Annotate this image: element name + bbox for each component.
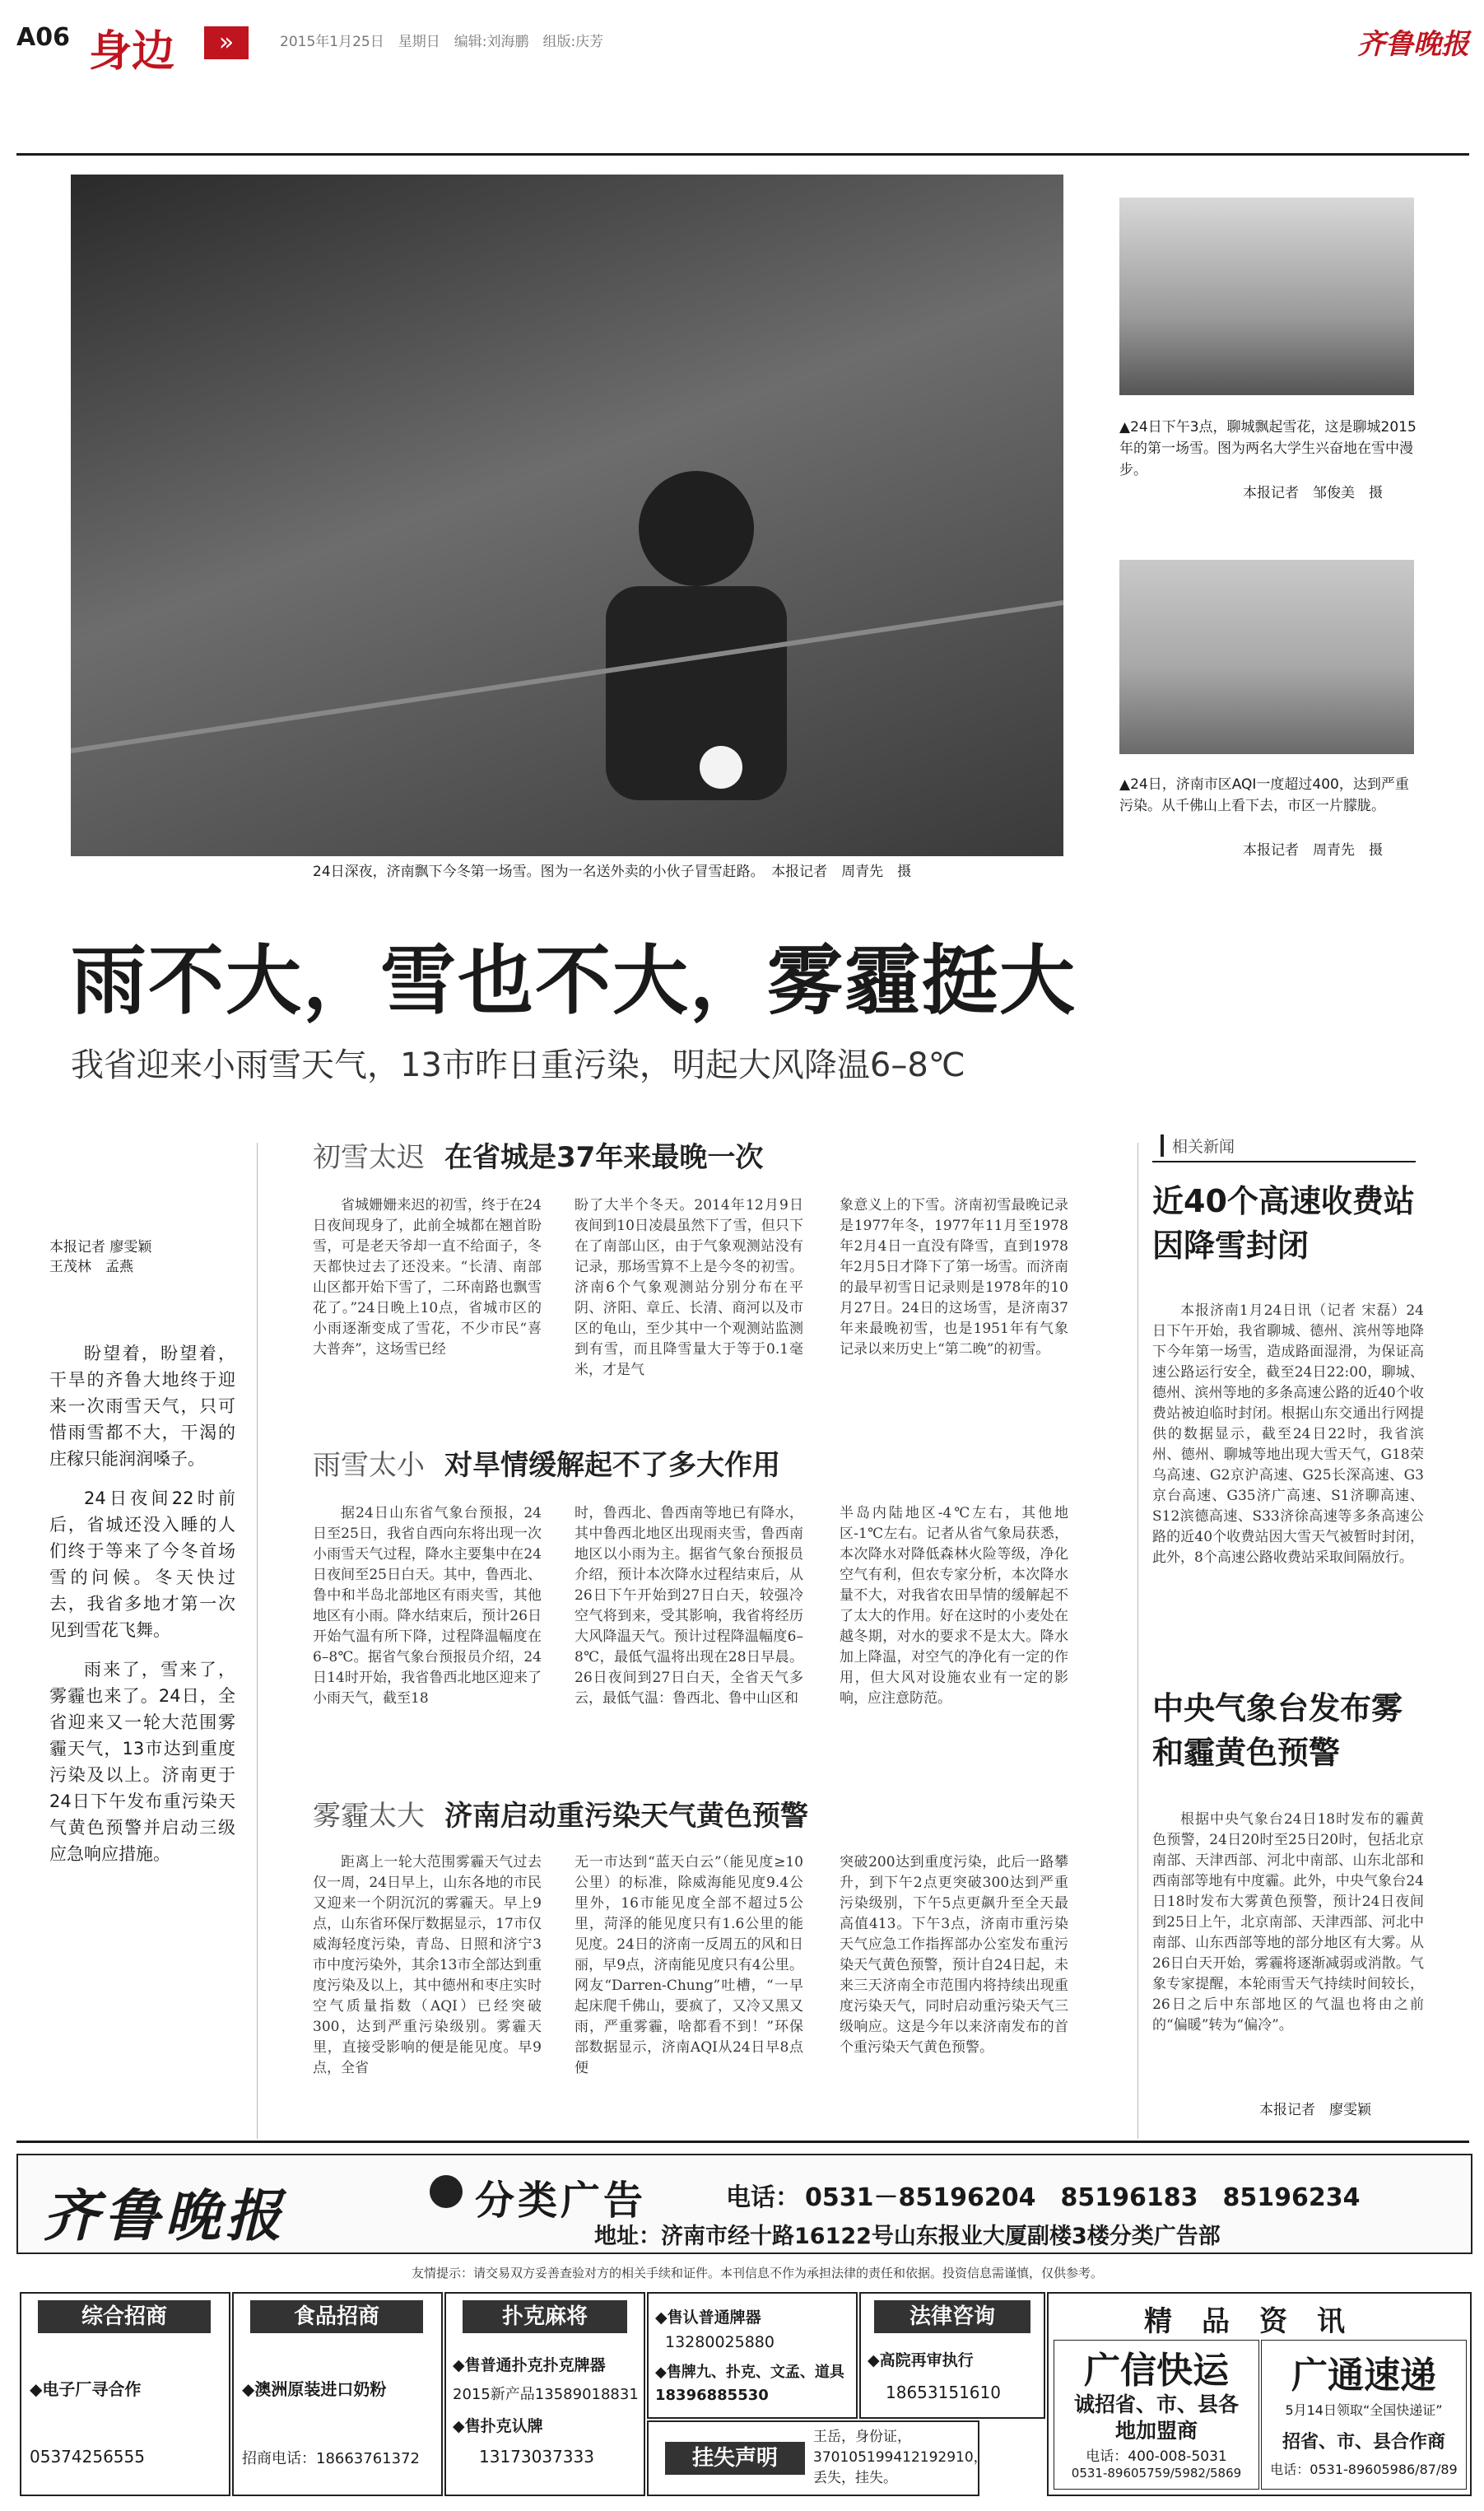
ad-cards-2-line1: ◆售认普通牌器 xyxy=(655,2308,761,2327)
section-2-col-3: 半岛内陆地区-4℃左右，其他地区-1℃左右。记者从省气象局获悉，本次降水对降低森林火险等级，净化空气有利，但农专家分析，本次降水量不大，对我省农田旱情的缓解起不了太大的作用。好在这时的小麦处在越冬期，对水的要求不是太大。降水加上降温，对空气的净化有一定的作用，但大风对设施农业有一定的影响，应注意防范。 xyxy=(840,1505,1068,1707)
side-photo-2-credit: 本报记者 周青先 摄 xyxy=(1243,842,1383,859)
ad2-title: 广通速递 xyxy=(1291,2355,1436,2397)
classified-sun-icon xyxy=(430,2175,463,2208)
page-header xyxy=(16,12,1469,86)
story-2-title: 中央气象台发布雾和霾黄色预警 xyxy=(1152,1690,1403,1771)
side-photo-2-caption: ▲24日，济南市区AQI一度超过400，达到严重污染。从千佛山上看下去，市区一片朦胧。 xyxy=(1119,776,1409,814)
story-1-body: 本报济南1月24日讯（记者 宋磊）24日下午开始，我省聊城、德州、滨州等地降下今年第一场雪，造成路面湿滑，为保证高速公路运行安全，截至24日22:00，聊城、德州、滨州等地的多条高速公路的近40个收费站被迫临时封闭。根据山东交通出行网提供的数据显示，截至24日22时，我省滨州、德州、聊城等地出现大雪天气，G18荣乌高速、G2京沪高速、G25长深高速、G3京台高速、G35济广高速、S1济聊高速、S12滨德高速、S33济徐高速等多条高速公路的近40个收费站因大雪天气被暂时封闭，此外，8个高速公路收费站采取间隔放行。 xyxy=(1152,1302,1424,1566)
classified-top-rule xyxy=(16,2141,1469,2143)
main-headline: 雨不大，雪也不大，雾霾挺大 xyxy=(71,936,1077,1025)
section-3-col-3: 突破200达到重度污染，此后一路攀升，到下午2点更突破300达到严重污染级别，下午5点更飙升至全天最高值413。下午3点，济南市重污染天气应急工作指挥部办公室发布重污染天气黄色预警，预计自24日起，未来三天济南全市范围内将持续出现重度污染天气，同时启动重污染天气三级响应。这是今年以来济南发布的首个重污染天气黄色预警。 xyxy=(840,1854,1068,2056)
ad-legal-line1: ◆高院再审执行 xyxy=(868,2351,974,2369)
story-2-body: 根据中央气象台24日18时发布的霾黄色预警，24日20时至25日20时，包括北京南部、天津西部、河北中南部、山东北部和西南部等地有中度霾。此外，中央气象台24日18时发布大雾黄色预警，预计24日夜间到25日上午，北京南部、天津西部、河北中南部、山东西部等地的部分地区有大雾。从26日白天开始，雾霾将逐渐减弱或消散。气象专家提醒，本轮雨雪天气持续时间较长，26日之后中东部地区的气温也将由之前的“偏暖”转为“偏冷”。 xyxy=(1152,1811,1424,2033)
related-label: 相关新闻 xyxy=(1161,1134,1235,1157)
classified-phone-label: 电话： xyxy=(726,2183,800,2212)
ad-food-line1: ◆澳洲原装进口奶粉 xyxy=(242,2379,387,2399)
section-2-col-2: 时，鲁西北、鲁西南等地已有降水，其中鲁西北地区出现雨夹雪，鲁西南地区以小雨为主。据省气象台预报员介绍，预计本次降水过程结束后，从26日下午开始到27日白天，较强冷空气将到来，受其影响，我省将经历大风降温天气。预计过程降温幅度6–8℃，最低气温将出现在28日早晨。26日夜间到27日白天，全省天气多云，最低气温：鲁西北、鲁中山区和 xyxy=(575,1505,803,1707)
section-2-col-1: 据24日山东省气象台预报，24日至25日，我省自西向东将出现一次小雨雪天气过程，降水主要集中在24日夜间至25日白天。其中，鲁西北、鲁中和半岛北部地区有雨夹雪，其他地区有小雨。降水结束后，预计26日开始气温有所下降，过程降温幅度在6–8℃。据省气象台预报员介绍，24日14时开始，我省鲁西北地区迎来了小雨天气，截至18 xyxy=(313,1505,542,1707)
related-rule xyxy=(1152,1161,1416,1162)
section-3-lead: 雾霾太大 xyxy=(313,1800,425,1833)
ad-general-line1: ◆电子厂寻合作 xyxy=(30,2379,142,2399)
ad-food xyxy=(232,2292,443,2496)
section-1-lead: 初雪太迟 xyxy=(313,1141,425,1174)
section-1-col-1: 省城姗姗来迟的初雪，终于在24日夜间现身了，此前全城都在翘首盼雪，可是老天爷却一直不给面子，冬天都快过去了还没来。“长清、南部山区都开始下雪了，二环南路也飘雪花了。”24日晚上10点，省城市区的小雨逐渐变成了雪花，不少市民“喜大普奔”，这场雪已经 xyxy=(313,1197,542,1358)
date-line: 2015年1月25日 星期日 编辑:刘海鹏 组版:庆芳 xyxy=(280,34,604,50)
paper-logo: 齐鲁晚报 xyxy=(1357,28,1469,61)
ad1-box xyxy=(1054,2340,1259,2490)
ad-cards-line1: ◆售普通扑克扑克牌器 xyxy=(453,2356,606,2374)
ad2-phone: 电话：0531-89605986/87/89 xyxy=(1270,2462,1458,2477)
section-3-col-1: 距离上一轮大范围雾霾天气过去仅一周，24日早上，山东各地的市民又迎来一个阴沉沉的雾霾天。早上9点，山东省环保厅数据显示，17市仅威海轻度污染，青岛、日照和济宁3市中度污染外，其余13市全部达到重度污染及以上，其中德州和枣庄实时空气质量指数（AQI）已经突破300，达到严重污染级别。雾霾天里，直接受影响的便是能见度。早9点，全省 xyxy=(313,1854,542,2076)
section-1-col-3: 象意义上的下雪。济南初雪最晚记录是1977年冬，1977年11月至1978年2月4日一直没有降雪，直到1978年2月5日才降下了第一场雪。而济南的最早初雪日记录则是1978年的10月27日。24日的这场雪，是济南37年来最晚初雪，也是1951年有气象记录以来历史上“第二晚”的初雪。 xyxy=(840,1197,1068,1358)
ad-cards-line3: ◆售扑克认牌 xyxy=(453,2417,543,2435)
header-rule xyxy=(16,153,1469,156)
main-photo xyxy=(71,175,1063,856)
classified-notice: 友情提示：请交易双方妥善查验对方的相关手续和证件。本刊信息不作为承担法律的责任和依据。投资信息需谨慎，仅供参考。 xyxy=(411,2266,1103,2280)
column-divider xyxy=(257,1143,258,2139)
ad-general xyxy=(20,2292,230,2496)
ad1-line1: 诚招省、市、县各 xyxy=(1073,2392,1239,2416)
ad-legal-phone: 18653151610 xyxy=(886,2383,1001,2402)
main-photo-caption: 24日深夜，济南飘下今冬第一场雪。图为一名送外卖的小伙子冒雪赶路。 本报记者 周青先 摄 xyxy=(313,864,912,880)
ad-cards-2-line2: 13280025880 xyxy=(665,2333,775,2351)
section-2-lead: 雨雪太小 xyxy=(313,1449,425,1482)
ad-legal xyxy=(859,2292,1045,2419)
page-number: A06 xyxy=(16,23,70,52)
section-2-title: 对旱情缓解起不了多大作用 xyxy=(444,1449,780,1482)
ad-cards-2 xyxy=(647,2292,858,2419)
classified-title: 分类广告 xyxy=(475,2178,647,2224)
ad-food-phone: 招商电话：18663761372 xyxy=(242,2450,420,2467)
premium-label: 精品资讯 xyxy=(1144,2305,1375,2338)
byline-1: 本报记者 廖雯颖 xyxy=(49,1239,152,1256)
lead-paragraph-1: 盼望着，盼望着，干旱的齐鲁大地终于迎来一次雨雪天气，只可惜雨雪都不大，干渴的庄稼只能润润嗓子。 xyxy=(49,1344,235,1469)
section-1-title: 在省城是37年来最晚一次 xyxy=(444,1141,764,1174)
ad1-title: 广信快运 xyxy=(1084,2350,1229,2392)
lead-paragraph-2: 24日夜间22时前后，省城还没入睡的人们终于等来了今冬首场雪的问候。冬天快过去，我省多地才第一次见到雪花飞舞。 xyxy=(49,1488,235,1640)
ad-general-phone: 05374256555 xyxy=(30,2447,145,2467)
section-1-heading xyxy=(313,1134,763,1175)
byline-2: 王茂林 孟燕 xyxy=(49,1259,133,1275)
ad2-line2: 招省、市、县合作商 xyxy=(1282,2432,1445,2453)
section-arrow-icon: » xyxy=(204,26,249,59)
ad1-phone2: 0531-89605759/5982/5869 xyxy=(1071,2466,1242,2481)
ad-general-label: 综合招商 xyxy=(38,2300,211,2333)
related-divider xyxy=(1137,1143,1138,2139)
ad-cards-phone: 13173037333 xyxy=(479,2447,594,2467)
classified-paper-logo: 齐鲁晚报 xyxy=(43,2183,287,2249)
rider-silhouette xyxy=(71,175,1063,856)
story-2-credit: 本报记者 廖雯颖 xyxy=(1259,2102,1371,2118)
lead-paragraph-3: 雨来了，雪来了，雾霾也来了。24日，全省迎来又一轮大范围雾霾天气，13市达到重度污染及以上。济南更于24日下午发布重污染天气黄色预警并启动三级应急响应措施。 xyxy=(49,1660,235,1864)
ad-cards xyxy=(444,2292,645,2496)
section-3-col-2: 无一市达到“蓝天白云”（能见度≥10公里）的标准，除威海能见度9.4公里外，16市能见度全部不超过5公里，菏泽的能见度只有1.6公里的能见度。24日的济南一反周五的风和日丽，早9点，济南能见度只有4公里。网友“Darren-Chung”吐槽，“一早起床爬千佛山，要疯了，又冷又黑又雨，严重雾霾，啥都看不到！”环保部数据显示，济南AQI从24日早8点便 xyxy=(575,1854,803,2076)
section-3-heading xyxy=(313,1793,808,1833)
ad1-line2: 地加盟商 xyxy=(1114,2419,1198,2443)
ad-food-label: 食品招商 xyxy=(250,2300,423,2333)
section-1-col-2: 盼了大半个冬天。2014年12月9日夜间到10日凌晨虽然下了雪，但只下在了南部山区，由于气象观测站没有记录，那场雪算不上是今冬的初雪。济南6个气象观测站分别分布在平阴、济阳、章丘、长清、商河以及市区的龟山，至少其中一个观测站监测到有雪，而且降雪量大于等于0.1毫米，才是气 xyxy=(575,1197,803,1378)
lost-notice-label: 挂失声明 xyxy=(665,2442,805,2475)
sub-headline: 我省迎来小雨雪天气，13市昨日重污染，明起大风降温6–8℃ xyxy=(71,1046,965,1084)
side-photo-1-credit: 本报记者 邹俊美 摄 xyxy=(1243,485,1383,501)
section-3-title: 济南启动重污染天气黄色预警 xyxy=(444,1800,808,1833)
premium-box xyxy=(1047,2292,1472,2496)
lost-notice xyxy=(647,2420,988,2496)
story-1-title: 近40个高速收费站因降雪封闭 xyxy=(1152,1183,1415,1264)
classified-phones: 0531－85196204 85196183 85196234 xyxy=(805,2183,1361,2212)
ad2-line1: 5月14日领取“全国快递证” xyxy=(1285,2402,1443,2418)
ad-cards-label: 扑克麻将 xyxy=(463,2300,627,2333)
side-photo-1-caption: ▲24日下午3点，聊城飘起雪花，这是聊城2015年的第一场雪。图为两名大学生兴奋地在雪中漫步。 xyxy=(1119,419,1417,478)
side-photo-1 xyxy=(1119,198,1414,395)
section-2-heading xyxy=(313,1442,780,1483)
ad-legal-label: 法律咨询 xyxy=(874,2300,1030,2333)
ad-cards-line2: 2015新产品13589018831 xyxy=(453,2386,639,2403)
section-title: 身边 xyxy=(89,26,175,77)
lost-notice-text: 王岳，身份证，370105199412192910，丢失，挂失。 xyxy=(813,2429,988,2486)
classified-address: 地址：济南市经十路16122号山东报业大厦副楼3楼分类广告部 xyxy=(594,2224,1221,2249)
ad-cards-2-line3: ◆售牌九、扑克、文孟、道具18396885530 xyxy=(655,2364,844,2404)
ad1-phone1: 电话：400-008-5031 xyxy=(1086,2448,1227,2465)
side-photo-2 xyxy=(1119,560,1414,754)
classified-banner xyxy=(16,2154,1472,2254)
ad2-box xyxy=(1261,2340,1467,2490)
